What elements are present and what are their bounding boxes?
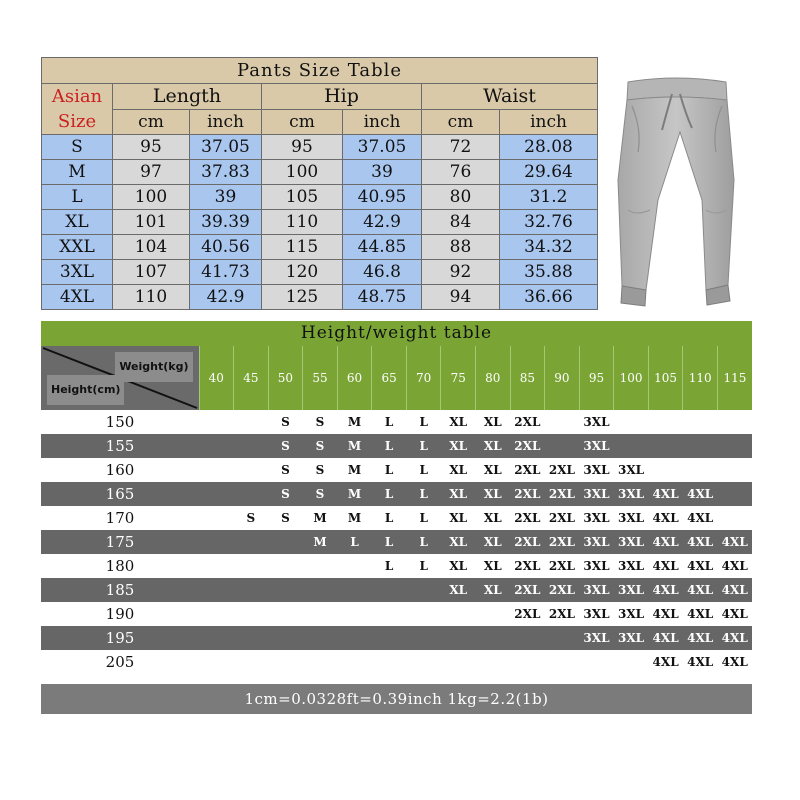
size-recommendation bbox=[717, 482, 752, 506]
size-recommendation: 3XL bbox=[614, 626, 649, 650]
height-row bbox=[41, 506, 752, 530]
height-value: 205 bbox=[41, 650, 199, 674]
size-recommendation: L bbox=[372, 482, 407, 506]
height-row bbox=[41, 650, 752, 674]
unit-header: cm bbox=[422, 109, 500, 135]
size-recommendation bbox=[337, 554, 372, 578]
size-label: XXL bbox=[42, 235, 113, 260]
size-recommendation bbox=[372, 578, 407, 602]
weight-header: 105 bbox=[648, 346, 683, 410]
size-recommendation: XL bbox=[476, 482, 511, 506]
size-value: 28.08 bbox=[500, 135, 598, 160]
size-recommendation: 4XL bbox=[648, 482, 683, 506]
size-row bbox=[42, 235, 598, 260]
corner-cell bbox=[41, 346, 199, 410]
unit-header: inch bbox=[343, 109, 422, 135]
size-recommendation bbox=[199, 410, 234, 434]
size-recommendation bbox=[476, 602, 511, 626]
size-value: 104 bbox=[113, 235, 190, 260]
weight-header: 80 bbox=[476, 346, 511, 410]
size-recommendation: XL bbox=[476, 578, 511, 602]
size-value: 94 bbox=[422, 285, 500, 310]
size-recommendation: XL bbox=[441, 410, 476, 434]
size-recommendation: XL bbox=[476, 530, 511, 554]
size-recommendation: 3XL bbox=[579, 458, 614, 482]
weight-header: 115 bbox=[717, 346, 752, 410]
size-value: 37.05 bbox=[190, 135, 262, 160]
height-value: 190 bbox=[41, 602, 199, 626]
size-recommendation bbox=[234, 458, 269, 482]
size-recommendation bbox=[545, 626, 580, 650]
weight-header: 60 bbox=[337, 346, 372, 410]
size-recommendation bbox=[683, 458, 718, 482]
unit-header: cm bbox=[113, 109, 190, 135]
height-weight-table bbox=[41, 321, 752, 674]
size-recommendation bbox=[614, 410, 649, 434]
size-value: 44.85 bbox=[343, 235, 422, 260]
size-recommendation: XL bbox=[441, 458, 476, 482]
size-row bbox=[42, 185, 598, 210]
size-row bbox=[42, 210, 598, 235]
size-value: 39 bbox=[343, 160, 422, 185]
size-recommendation bbox=[406, 650, 441, 674]
size-recommendation: 2XL bbox=[545, 530, 580, 554]
size-recommendation bbox=[337, 650, 372, 674]
size-recommendation: 2XL bbox=[510, 602, 545, 626]
size-recommendation: 4XL bbox=[683, 626, 718, 650]
size-recommendation bbox=[510, 650, 545, 674]
size-recommendation: XL bbox=[441, 434, 476, 458]
size-label: XL bbox=[42, 210, 113, 235]
size-recommendation: 4XL bbox=[717, 602, 752, 626]
size-recommendation: L bbox=[372, 554, 407, 578]
weight-header: 85 bbox=[510, 346, 545, 410]
size-value: 39.39 bbox=[190, 210, 262, 235]
pants-size-table bbox=[41, 57, 598, 310]
size-recommendation bbox=[234, 602, 269, 626]
size-table-title: Pants Size Table bbox=[42, 58, 598, 84]
height-row bbox=[41, 482, 752, 506]
size-recommendation: S bbox=[268, 482, 303, 506]
size-recommendation bbox=[337, 602, 372, 626]
size-value: 41.73 bbox=[190, 260, 262, 285]
weight-header: 50 bbox=[268, 346, 303, 410]
height-row bbox=[41, 530, 752, 554]
size-value: 36.66 bbox=[500, 285, 598, 310]
size-recommendation bbox=[303, 554, 338, 578]
size-recommendation: 4XL bbox=[683, 506, 718, 530]
size-recommendation bbox=[199, 530, 234, 554]
weight-header: 90 bbox=[545, 346, 580, 410]
size-recommendation: 2XL bbox=[510, 506, 545, 530]
size-recommendation: 3XL bbox=[614, 482, 649, 506]
size-recommendation bbox=[234, 410, 269, 434]
size-value: 31.2 bbox=[500, 185, 598, 210]
size-recommendation bbox=[441, 626, 476, 650]
size-value: 110 bbox=[262, 210, 343, 235]
size-recommendation bbox=[199, 578, 234, 602]
size-value: 29.64 bbox=[500, 160, 598, 185]
size-recommendation: 4XL bbox=[648, 578, 683, 602]
size-recommendation bbox=[717, 458, 752, 482]
size-recommendation bbox=[406, 578, 441, 602]
size-recommendation bbox=[199, 602, 234, 626]
size-recommendation bbox=[268, 650, 303, 674]
size-value: 32.76 bbox=[500, 210, 598, 235]
size-recommendation: 2XL bbox=[545, 602, 580, 626]
size-value: 42.9 bbox=[343, 210, 422, 235]
asian-label-line1: Asian bbox=[51, 86, 103, 107]
size-recommendation: 3XL bbox=[614, 506, 649, 530]
size-recommendation: 3XL bbox=[614, 530, 649, 554]
size-value: 37.05 bbox=[343, 135, 422, 160]
size-recommendation bbox=[476, 650, 511, 674]
size-value: 46.8 bbox=[343, 260, 422, 285]
size-recommendation: L bbox=[406, 482, 441, 506]
size-recommendation: 2XL bbox=[545, 458, 580, 482]
size-recommendation: 4XL bbox=[648, 602, 683, 626]
size-recommendation bbox=[199, 482, 234, 506]
size-recommendation: M bbox=[303, 530, 338, 554]
height-value: 175 bbox=[41, 530, 199, 554]
weight-header: 110 bbox=[683, 346, 718, 410]
size-recommendation bbox=[717, 434, 752, 458]
height-row bbox=[41, 410, 752, 434]
size-recommendation: 2XL bbox=[510, 482, 545, 506]
size-recommendation: XL bbox=[441, 578, 476, 602]
size-recommendation: L bbox=[406, 458, 441, 482]
size-recommendation bbox=[303, 602, 338, 626]
height-row bbox=[41, 602, 752, 626]
weight-header: 65 bbox=[372, 346, 407, 410]
size-recommendation: 4XL bbox=[683, 554, 718, 578]
size-recommendation bbox=[717, 506, 752, 530]
size-recommendation bbox=[683, 434, 718, 458]
size-recommendation: 4XL bbox=[648, 650, 683, 674]
size-recommendation: 3XL bbox=[579, 626, 614, 650]
size-recommendation: L bbox=[406, 530, 441, 554]
height-value: 195 bbox=[41, 626, 199, 650]
size-recommendation: 2XL bbox=[510, 434, 545, 458]
size-value: 107 bbox=[113, 260, 190, 285]
size-recommendation bbox=[545, 434, 580, 458]
size-recommendation: S bbox=[268, 458, 303, 482]
asian-size-label bbox=[42, 84, 113, 135]
size-value: 115 bbox=[262, 235, 343, 260]
size-value: 101 bbox=[113, 210, 190, 235]
size-recommendation bbox=[717, 410, 752, 434]
size-value: 88 bbox=[422, 235, 500, 260]
size-value: 95 bbox=[262, 135, 343, 160]
weight-axis-label: Weight(kg) bbox=[115, 352, 192, 382]
size-label: M bbox=[42, 160, 113, 185]
height-value: 160 bbox=[41, 458, 199, 482]
size-recommendation: S bbox=[268, 506, 303, 530]
size-value: 92 bbox=[422, 260, 500, 285]
weight-header: 75 bbox=[441, 346, 476, 410]
size-recommendation: 2XL bbox=[545, 482, 580, 506]
size-recommendation bbox=[234, 578, 269, 602]
size-recommendation bbox=[337, 578, 372, 602]
size-recommendation: L bbox=[372, 530, 407, 554]
size-value: 35.88 bbox=[500, 260, 598, 285]
size-recommendation: 4XL bbox=[648, 626, 683, 650]
size-recommendation: S bbox=[303, 482, 338, 506]
size-recommendation: L bbox=[372, 458, 407, 482]
size-recommendation: 3XL bbox=[579, 482, 614, 506]
size-value: 84 bbox=[422, 210, 500, 235]
size-recommendation: 2XL bbox=[510, 410, 545, 434]
size-row bbox=[42, 285, 598, 310]
asian-label-line2: Size bbox=[57, 111, 97, 132]
size-value: 100 bbox=[113, 185, 190, 210]
hw-table-title: Height/weight table bbox=[41, 321, 752, 346]
height-row bbox=[41, 458, 752, 482]
size-recommendation: XL bbox=[476, 410, 511, 434]
size-recommendation bbox=[476, 626, 511, 650]
size-value: 125 bbox=[262, 285, 343, 310]
size-recommendation: 4XL bbox=[717, 554, 752, 578]
unit-header: inch bbox=[500, 109, 598, 135]
size-recommendation: XL bbox=[441, 530, 476, 554]
size-value: 40.95 bbox=[343, 185, 422, 210]
size-value: 34.32 bbox=[500, 235, 598, 260]
size-recommendation: 3XL bbox=[614, 554, 649, 578]
size-recommendation bbox=[234, 554, 269, 578]
size-recommendation bbox=[303, 578, 338, 602]
size-value: 37.83 bbox=[190, 160, 262, 185]
size-recommendation: 4XL bbox=[683, 650, 718, 674]
weight-header: 100 bbox=[614, 346, 649, 410]
size-recommendation: 3XL bbox=[579, 506, 614, 530]
size-recommendation bbox=[199, 458, 234, 482]
size-recommendation bbox=[545, 650, 580, 674]
size-label: 4XL bbox=[42, 285, 113, 310]
size-value: 39 bbox=[190, 185, 262, 210]
size-recommendation bbox=[337, 626, 372, 650]
size-recommendation: 4XL bbox=[648, 554, 683, 578]
size-recommendation bbox=[406, 626, 441, 650]
size-value: 40.56 bbox=[190, 235, 262, 260]
length-header: Length bbox=[113, 84, 262, 110]
size-recommendation: 3XL bbox=[614, 458, 649, 482]
size-recommendation: 2XL bbox=[545, 554, 580, 578]
size-recommendation bbox=[372, 602, 407, 626]
size-recommendation: S bbox=[234, 506, 269, 530]
size-recommendation: M bbox=[337, 506, 372, 530]
size-recommendation: 2XL bbox=[510, 578, 545, 602]
size-recommendation: L bbox=[406, 434, 441, 458]
weight-header: 70 bbox=[406, 346, 441, 410]
size-recommendation bbox=[234, 626, 269, 650]
size-recommendation: 2XL bbox=[510, 554, 545, 578]
size-recommendation bbox=[199, 650, 234, 674]
size-recommendation bbox=[199, 434, 234, 458]
size-recommendation bbox=[268, 602, 303, 626]
size-recommendation: 4XL bbox=[717, 626, 752, 650]
size-recommendation bbox=[648, 434, 683, 458]
size-value: 48.75 bbox=[343, 285, 422, 310]
size-recommendation: 3XL bbox=[579, 410, 614, 434]
weight-header: 95 bbox=[579, 346, 614, 410]
height-value: 180 bbox=[41, 554, 199, 578]
size-recommendation bbox=[648, 410, 683, 434]
weight-header: 55 bbox=[303, 346, 338, 410]
size-recommendation: 3XL bbox=[579, 578, 614, 602]
height-row bbox=[41, 578, 752, 602]
size-recommendation bbox=[234, 434, 269, 458]
size-recommendation: L bbox=[372, 410, 407, 434]
size-recommendation bbox=[683, 410, 718, 434]
weight-header-row bbox=[41, 346, 752, 410]
conversion-note: 1cm=0.0328ft=0.39inch 1kg=2.2(1b) bbox=[41, 684, 752, 714]
size-recommendation: 4XL bbox=[717, 650, 752, 674]
size-recommendation bbox=[406, 602, 441, 626]
size-value: 97 bbox=[113, 160, 190, 185]
hw-grid bbox=[41, 346, 752, 674]
size-recommendation: M bbox=[337, 458, 372, 482]
height-row bbox=[41, 554, 752, 578]
size-recommendation bbox=[614, 434, 649, 458]
unit-header: inch bbox=[190, 109, 262, 135]
size-recommendation bbox=[303, 650, 338, 674]
size-recommendation: S bbox=[303, 410, 338, 434]
size-recommendation bbox=[234, 650, 269, 674]
size-recommendation: XL bbox=[441, 554, 476, 578]
size-recommendation: L bbox=[372, 434, 407, 458]
size-recommendation: 3XL bbox=[614, 578, 649, 602]
size-recommendation bbox=[441, 602, 476, 626]
weight-header: 40 bbox=[199, 346, 234, 410]
size-recommendation: L bbox=[337, 530, 372, 554]
height-value: 155 bbox=[41, 434, 199, 458]
size-recommendation bbox=[614, 650, 649, 674]
size-recommendation: 2XL bbox=[545, 578, 580, 602]
size-recommendation: 2XL bbox=[510, 530, 545, 554]
size-row bbox=[42, 160, 598, 185]
size-recommendation: 2XL bbox=[510, 458, 545, 482]
size-recommendation: 4XL bbox=[683, 482, 718, 506]
size-recommendation bbox=[303, 626, 338, 650]
size-recommendation: XL bbox=[476, 434, 511, 458]
waist-header: Waist bbox=[422, 84, 598, 110]
size-recommendation bbox=[268, 626, 303, 650]
size-recommendation: 4XL bbox=[683, 602, 718, 626]
size-recommendation: L bbox=[372, 506, 407, 530]
size-row bbox=[42, 260, 598, 285]
height-axis-label: Height(cm) bbox=[47, 375, 124, 405]
weight-header: 45 bbox=[234, 346, 269, 410]
size-value: 72 bbox=[422, 135, 500, 160]
size-recommendation: M bbox=[337, 434, 372, 458]
size-recommendation bbox=[372, 650, 407, 674]
size-recommendation bbox=[234, 482, 269, 506]
size-value: 100 bbox=[262, 160, 343, 185]
size-recommendation bbox=[648, 458, 683, 482]
size-recommendation bbox=[579, 650, 614, 674]
size-table-body bbox=[42, 135, 598, 310]
height-value: 170 bbox=[41, 506, 199, 530]
size-value: 95 bbox=[113, 135, 190, 160]
size-recommendation: 4XL bbox=[648, 530, 683, 554]
size-recommendation: 4XL bbox=[717, 578, 752, 602]
size-recommendation: M bbox=[337, 410, 372, 434]
size-label: L bbox=[42, 185, 113, 210]
size-value: 120 bbox=[262, 260, 343, 285]
size-recommendation: S bbox=[303, 458, 338, 482]
height-row bbox=[41, 626, 752, 650]
size-recommendation: 3XL bbox=[579, 530, 614, 554]
size-label: 3XL bbox=[42, 260, 113, 285]
size-value: 42.9 bbox=[190, 285, 262, 310]
grey-jogger-pants-icon bbox=[606, 60, 746, 315]
size-recommendation: L bbox=[406, 506, 441, 530]
size-recommendation: 2XL bbox=[545, 506, 580, 530]
size-recommendation bbox=[199, 626, 234, 650]
size-recommendation: XL bbox=[476, 458, 511, 482]
size-recommendation: S bbox=[268, 410, 303, 434]
size-recommendation: M bbox=[337, 482, 372, 506]
size-recommendation: 3XL bbox=[579, 554, 614, 578]
size-recommendation: XL bbox=[441, 482, 476, 506]
height-row bbox=[41, 434, 752, 458]
size-recommendation: XL bbox=[476, 506, 511, 530]
height-value: 165 bbox=[41, 482, 199, 506]
size-value: 80 bbox=[422, 185, 500, 210]
height-value: 185 bbox=[41, 578, 199, 602]
size-recommendation bbox=[545, 410, 580, 434]
size-recommendation: 4XL bbox=[683, 578, 718, 602]
size-recommendation bbox=[268, 578, 303, 602]
height-value: 150 bbox=[41, 410, 199, 434]
size-recommendation: L bbox=[406, 410, 441, 434]
hip-header: Hip bbox=[262, 84, 422, 110]
size-recommendation: 3XL bbox=[579, 602, 614, 626]
size-recommendation: 3XL bbox=[579, 434, 614, 458]
size-recommendation: XL bbox=[476, 554, 511, 578]
size-recommendation bbox=[199, 506, 234, 530]
unit-header: cm bbox=[262, 109, 343, 135]
size-recommendation: 4XL bbox=[683, 530, 718, 554]
size-recommendation: 4XL bbox=[648, 506, 683, 530]
size-recommendation: 4XL bbox=[717, 530, 752, 554]
size-recommendation bbox=[510, 626, 545, 650]
size-value: 105 bbox=[262, 185, 343, 210]
size-recommendation bbox=[199, 554, 234, 578]
size-recommendation bbox=[268, 530, 303, 554]
size-recommendation bbox=[234, 530, 269, 554]
size-recommendation: L bbox=[406, 554, 441, 578]
size-recommendation bbox=[268, 554, 303, 578]
size-recommendation: S bbox=[268, 434, 303, 458]
size-row bbox=[42, 135, 598, 160]
size-recommendation: M bbox=[303, 506, 338, 530]
size-recommendation bbox=[441, 650, 476, 674]
size-value: 76 bbox=[422, 160, 500, 185]
size-recommendation: S bbox=[303, 434, 338, 458]
size-recommendation: XL bbox=[441, 506, 476, 530]
size-label: S bbox=[42, 135, 113, 160]
size-recommendation: 3XL bbox=[614, 602, 649, 626]
size-recommendation bbox=[372, 626, 407, 650]
size-value: 110 bbox=[113, 285, 190, 310]
